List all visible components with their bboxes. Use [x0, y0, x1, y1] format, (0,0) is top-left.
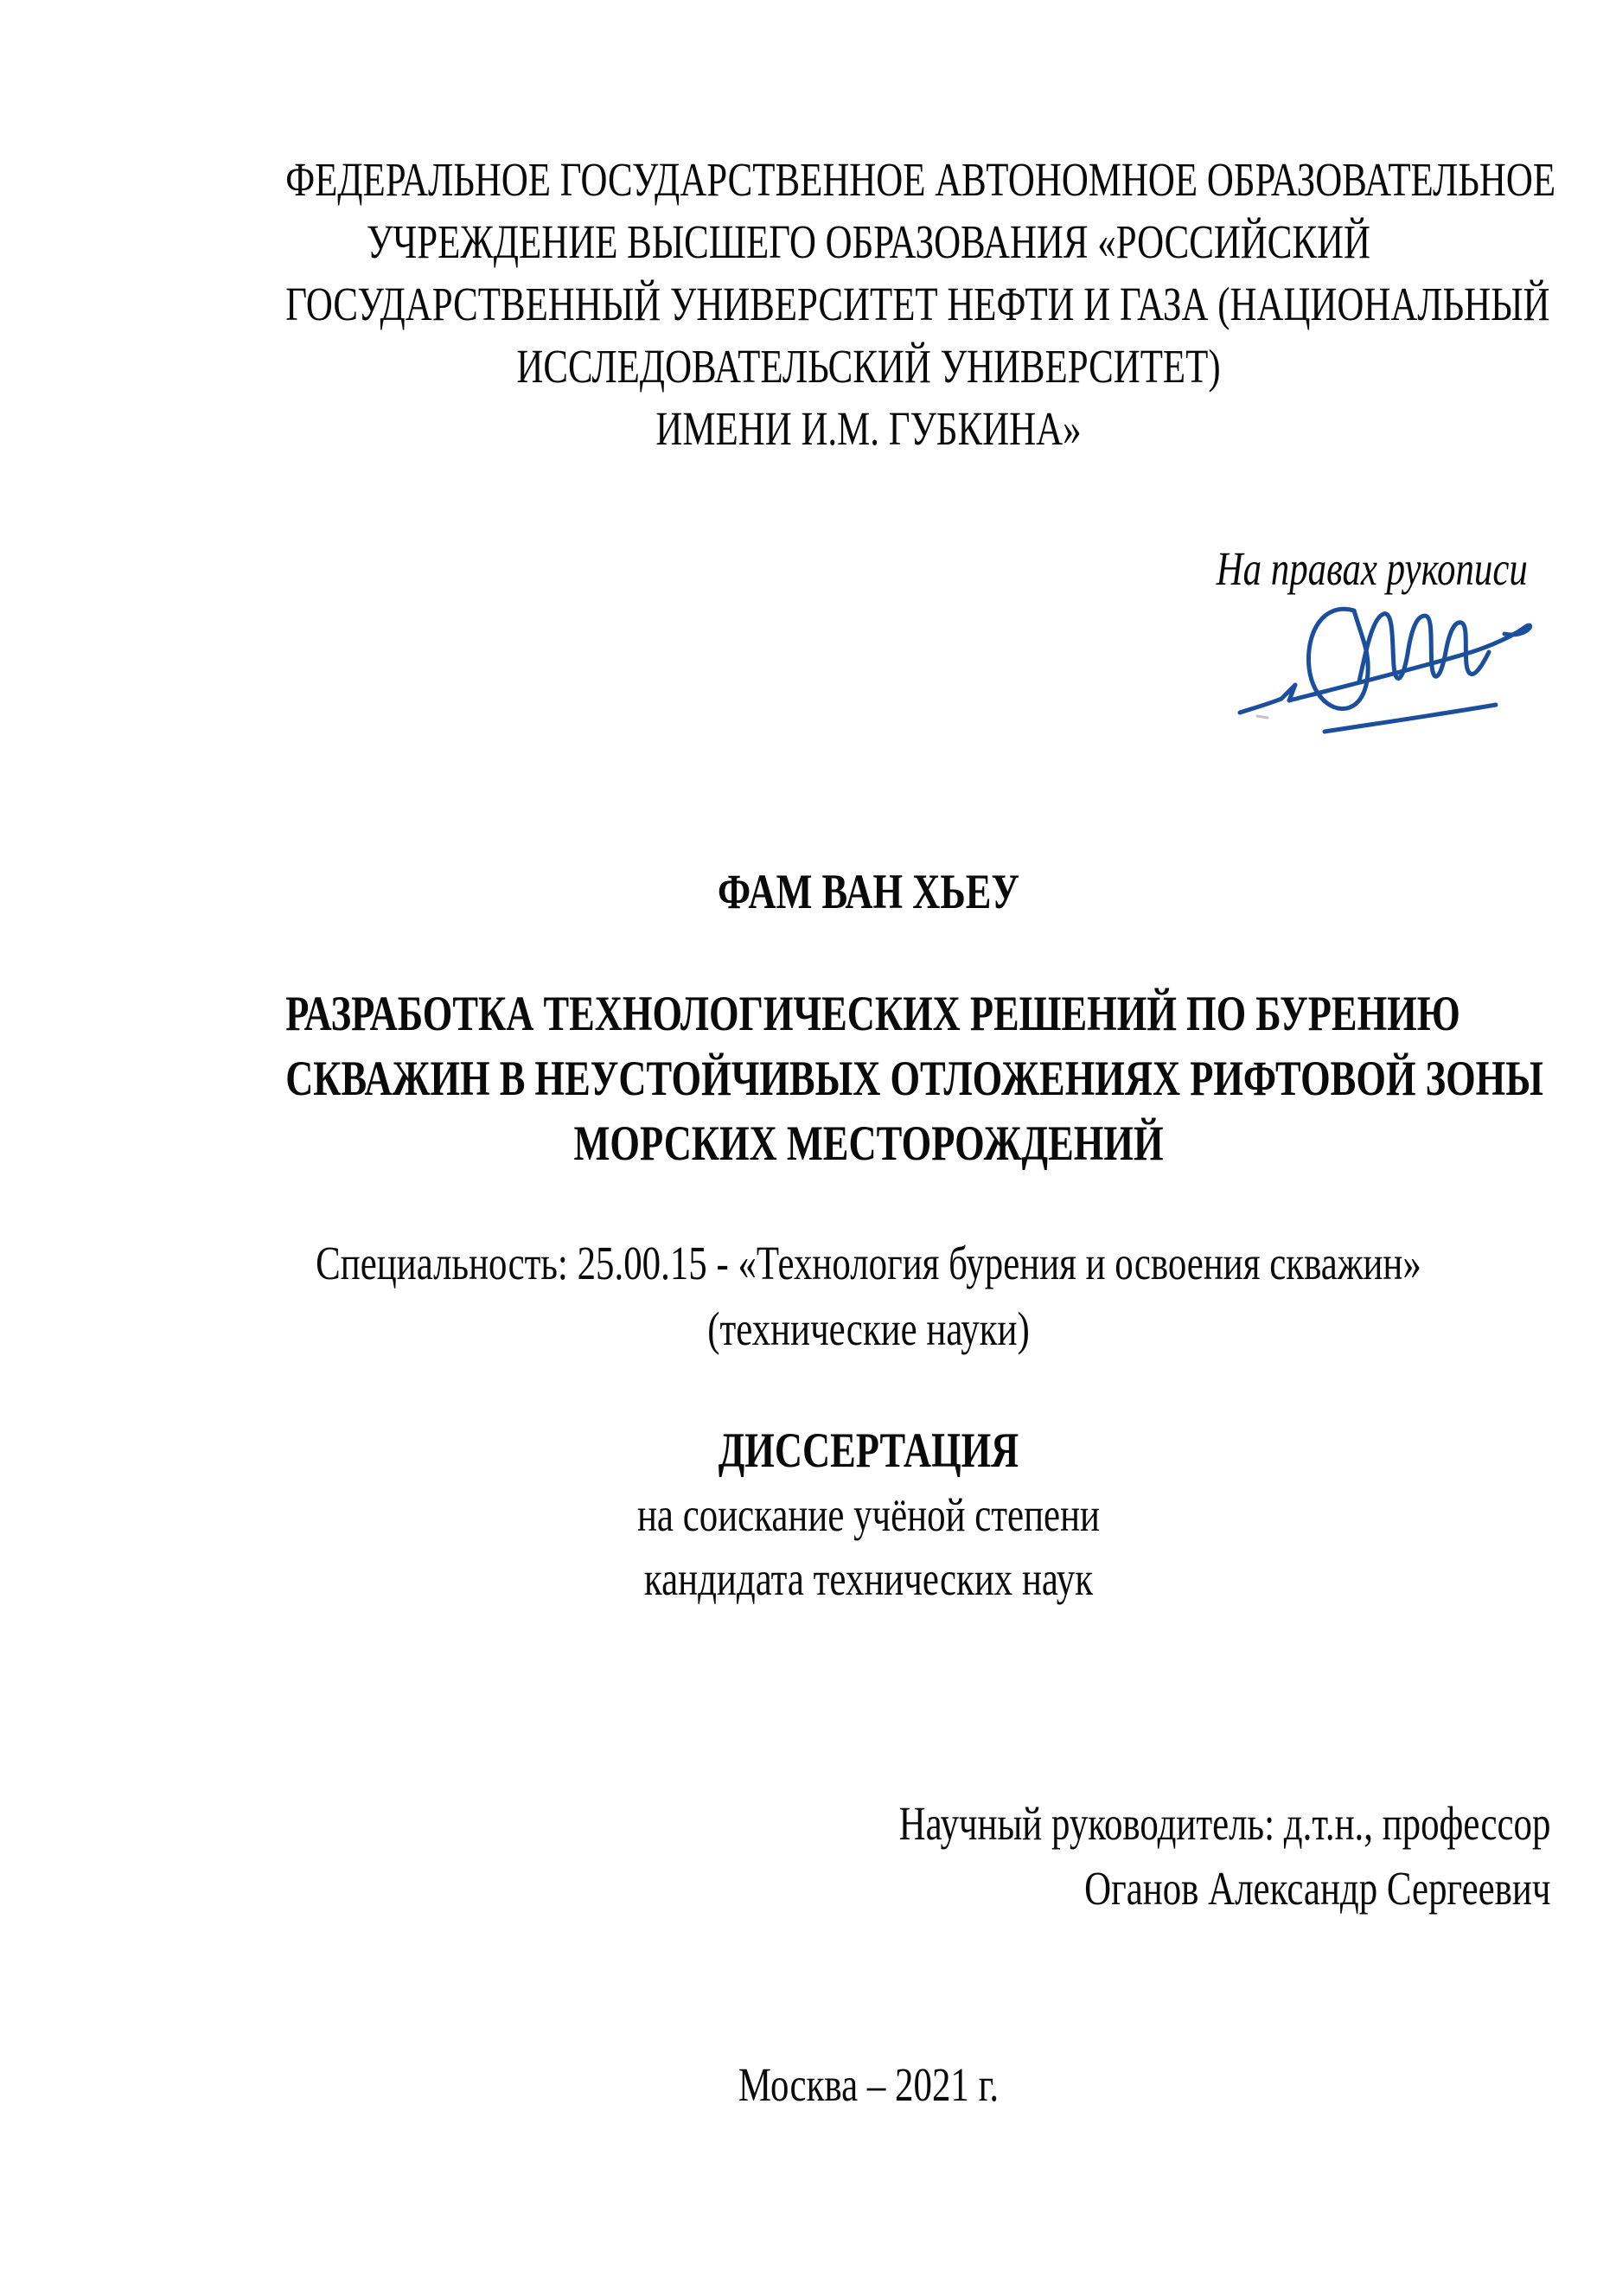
city-year-text: Москва – 2021 г.: [738, 2058, 1000, 2111]
handwritten-signature: [1228, 595, 1539, 746]
specialty-code-line: Специальность: 25.00.15 - «Технология бурения и освоения скважин»: [316, 1237, 1421, 1289]
dissertation-degree-line-1: на соискание учёной степени: [636, 1488, 1101, 1541]
manuscript-rights-note: На правах рукописи: [1216, 542, 1528, 595]
dissertation-heading-section: [285, 1419, 1452, 1611]
author-name-text: ФАМ ВАН ХЬЕУ: [717, 865, 1020, 919]
supervisor-title-line: Научный руководитель: д.т.н., профессор: [898, 1797, 1550, 1850]
signature-humps-stroke: [1359, 614, 1489, 681]
specialty-sciences-line: (технические науки): [707, 1302, 1030, 1355]
institution-line-2: УЧРЕЖДЕНИЕ ВЫСШЕГО ОБРАЗОВАНИЯ «РОССИЙСКИЙ: [367, 215, 1370, 268]
dissertation-title-line-3: МОРСКИХ МЕСТОРОЖДЕНИЙ: [573, 1116, 1164, 1171]
city-year: [285, 2052, 1452, 2117]
supervisor-name-line: Оганов Александр Сергеевич: [1083, 1862, 1550, 1915]
dissertation-title: [285, 982, 1543, 1176]
institution-header: [285, 149, 1556, 460]
signature-icon: [1228, 595, 1539, 746]
signature-smudge: [1257, 716, 1268, 718]
supervisor-section: [898, 1791, 1550, 1921]
institution-line-1: ФЕДЕРАЛЬНОЕ ГОСУДАРСТВЕННОЕ АВТОНОМНОЕ ОБРАЗОВАТЕЛЬНОЕ: [285, 153, 1556, 206]
dissertation-title-line-1: РАЗРАБОТКА ТЕХНОЛОГИЧЕСКИХ РЕШЕНИЙ ПО БУРЕНИЮ: [285, 987, 1460, 1041]
institution-line-3: ГОСУДАРСТВЕННЫЙ УНИВЕРСИТЕТ НЕФТИ И ГАЗА (НАЦИОНАЛЬНЫЙ: [285, 278, 1550, 330]
author-name: [285, 860, 1452, 924]
dissertation-heading: ДИССЕРТАЦИЯ: [718, 1423, 1019, 1478]
dissertation-degree-line-2: кандидата технических наук: [643, 1552, 1094, 1605]
dissertation-title-line-2: СКВАЖИН В НЕУСТОЙЧИВЫХ ОТЛОЖЕНИЯХ РИФТОВОЙ ЗОНЫ: [285, 1052, 1543, 1106]
specialty-section: [285, 1231, 1452, 1362]
institution-line-4: ИССЛЕДОВАТЕЛЬСКИЙ УНИВЕРСИТЕТ): [516, 340, 1221, 393]
institution-line-5: ИМЕНИ И.М. ГУБКИНА»: [655, 402, 1082, 455]
signature-cross-stroke: [1240, 625, 1530, 713]
